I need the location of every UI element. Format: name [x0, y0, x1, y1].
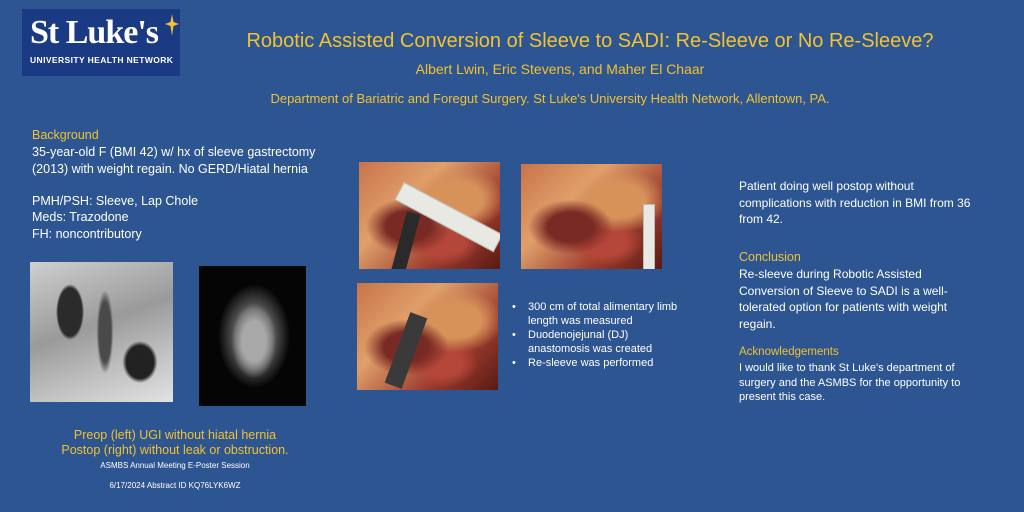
logo-brand: St Luke's: [30, 14, 158, 51]
surgical-photo-stapler: [357, 283, 498, 390]
image-caption-line1: Preop (left) UGI without hiatal hernia: [73, 428, 277, 442]
pmh-text: PMH/PSH: Sleeve, Lap Chole: [32, 194, 199, 208]
abstract-id: 6/17/2024 Abstract ID KQ76LYK6WZ: [109, 481, 241, 490]
department: Department of Bariatric and Foregut Surgery. St Luke's University Health Network, Allentown, PA.: [270, 91, 830, 106]
list-item: • Duodenojejunal (DJ) anastomosis was created: [510, 328, 680, 356]
meds-text: Meds: Trazodone: [32, 210, 129, 224]
logo: [22, 9, 180, 76]
background-text: 35-year-old F (BMI 42) w/ hx of sleeve gastrectomy (2013) with weight regain. No GERD/Hiatal hernia: [32, 145, 316, 176]
session-label: ASMBS Annual Meeting E-Poster Session: [100, 461, 250, 470]
star-icon: [165, 14, 179, 36]
outcome-text: Patient doing well postop without complications with reduction in BMI from 36 from 42.: [739, 179, 971, 226]
list-item: • 300 cm of total alimentary limb length was measured: [510, 300, 680, 328]
procedure-bullets: [510, 300, 680, 370]
fh-text: FH: noncontributory: [32, 227, 142, 241]
preop-ugi-image: [30, 262, 173, 402]
surgical-photo-ruler: [359, 162, 500, 269]
authors: Albert Lwin, Eric Stevens, and Maher El Chaar: [415, 61, 705, 77]
list-item: • Re-sleeve was performed: [510, 356, 680, 370]
postop-ugi-image: [199, 266, 306, 406]
surgical-photo-anastomosis: [521, 164, 662, 269]
acknowledgements-heading: Acknowledgements: [739, 346, 839, 358]
image-caption-line2: Postop (right) without leak or obstruction.: [61, 443, 289, 457]
poster-title: Robotic Assisted Conversion of Sleeve to SADI: Re-Sleeve or No Re-Sleeve?: [246, 30, 934, 52]
acknowledgements-text: I would like to thank St Luke's department of surgery and the ASMBS for the opportunity to present this case.: [739, 362, 961, 403]
logo-subtitle: UNIVERSITY HEALTH NETWORK: [30, 55, 174, 65]
background-heading: Background: [32, 128, 99, 142]
conclusion-heading: Conclusion: [739, 250, 801, 264]
conclusion-text: Re-sleeve during Robotic Assisted Conversion of Sleeve to SADI is a well-tolerated option for patients with weight regain.: [739, 267, 948, 331]
